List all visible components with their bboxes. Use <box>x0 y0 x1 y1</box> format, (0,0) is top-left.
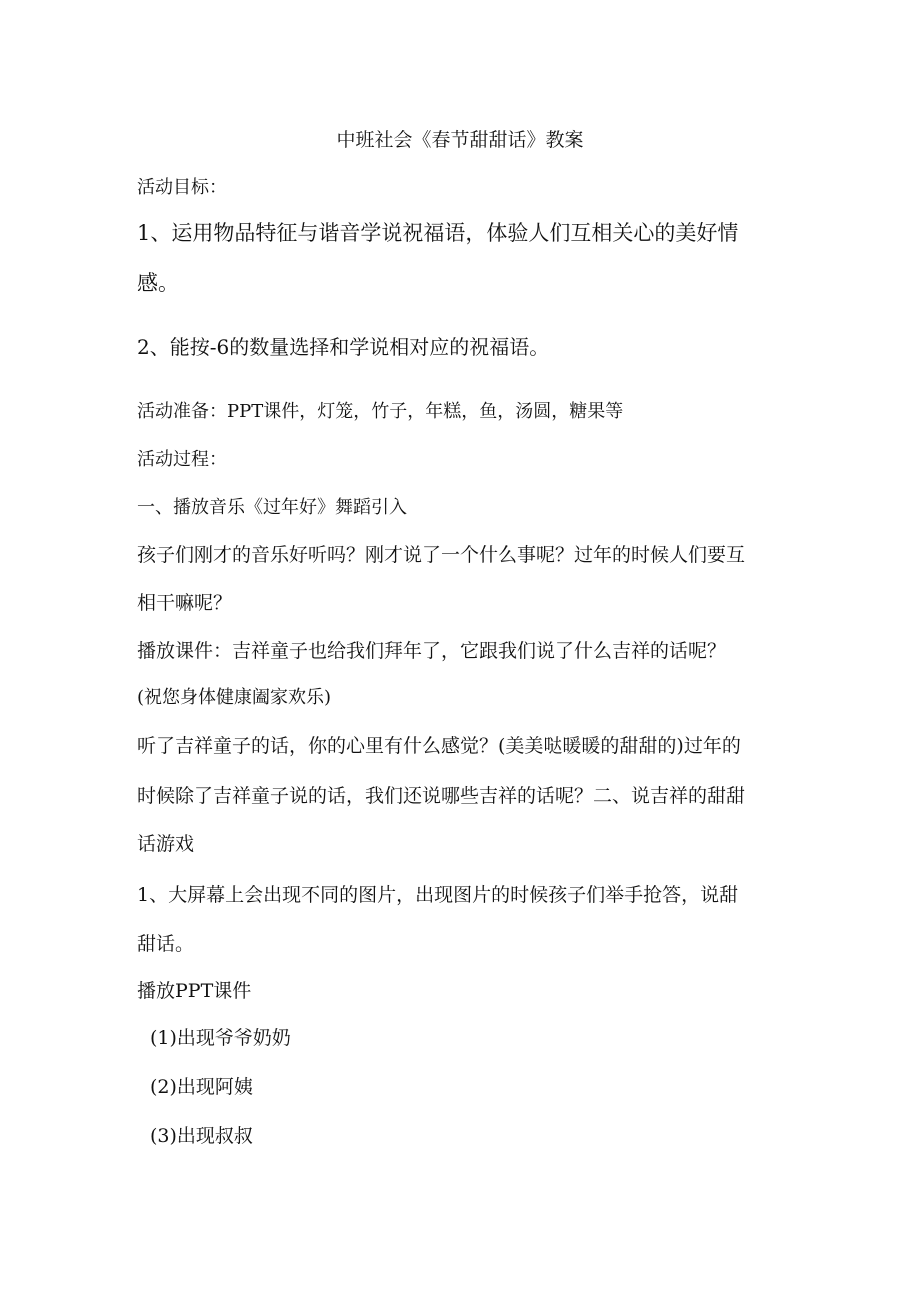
document-title: 中班社会《春节甜甜话》教案 <box>336 129 584 151</box>
list-item-3: (3)出现叔叔 <box>150 1125 253 1147</box>
goal-1-line-2: 感。 <box>137 271 179 295</box>
goal-2: 2、能按-6的数量选择和学说相对应的祝福语。 <box>137 335 550 359</box>
step-1-heading: 一、播放音乐《过年好》舞蹈引入 <box>137 497 407 518</box>
goal-1-line-1: 1、运用物品特征与谐音学说祝福语，体验人们互相关心的美好情 <box>137 221 739 245</box>
paragraph-2-note: (祝您身体健康阖家欢乐) <box>137 687 332 708</box>
list-item-2: (2)出现阿姨 <box>150 1076 253 1098</box>
paragraph-3-line-3: 话游戏 <box>137 833 195 855</box>
paragraph-2: 播放课件：吉祥童子也给我们拜年了，它跟我们说了什么吉祥的话呢？ <box>137 640 727 662</box>
section-process-heading: 活动过程： <box>137 449 227 470</box>
paragraph-1-line-2: 相干嘛呢？ <box>137 592 233 614</box>
paragraph-1-line-1: 孩子们刚才的音乐好听吗？刚才说了一个什么事呢？过年的时候人们要互 <box>137 544 746 566</box>
preparation-line: 活动准备：PPT课件，灯笼，竹子，年糕，鱼，汤圆，糖果等 <box>137 401 624 422</box>
paragraph-3-line-2: 时候除了吉祥童子说的话，我们还说哪些吉祥的话呢？二、说吉祥的甜甜 <box>137 785 746 807</box>
game-step-1-line-1: 1、大屏幕上会出现不同的图片，出现图片的时候孩子们举手抢答，说甜 <box>137 884 739 906</box>
game-step-1-line-2: 甜话。 <box>137 933 195 955</box>
paragraph-3-line-1: 听了吉祥童子的话，你的心里有什么感觉？(美美哒暖暖的甜甜的)过年的 <box>137 735 741 757</box>
play-ppt-line: 播放PPT课件 <box>137 980 252 1002</box>
section-goals-heading: 活动目标： <box>137 177 227 198</box>
list-item-1: (1)出现爷爷奶奶 <box>150 1027 291 1049</box>
